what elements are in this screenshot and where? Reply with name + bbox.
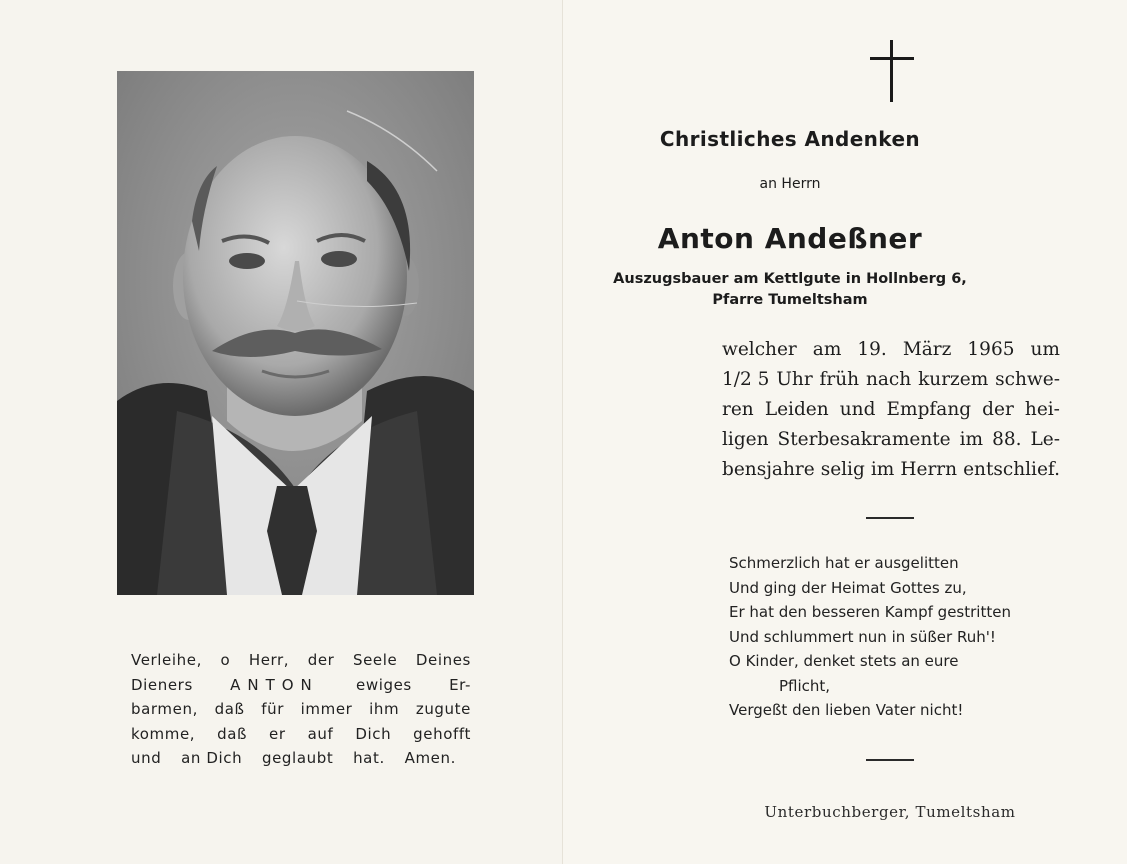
left-panel: [0, 0, 563, 864]
deceased-name: Anton Andeßner: [657, 222, 923, 255]
notice-word: 88.: [992, 429, 1022, 450]
notice-word: welcher: [722, 339, 797, 360]
notice-word: 19.: [857, 339, 887, 360]
prayer-word: hat.: [353, 749, 385, 767]
poem-line: Pflicht,: [779, 676, 831, 695]
notice-word: und: [839, 399, 876, 420]
occupation-line-1: Auszugsbauer am Kettlgute in Hollnberg 6,: [613, 271, 967, 287]
printer-credit: Unterbuchberger, Tumeltsham: [764, 803, 1016, 821]
deceased-first-name: ANTON: [230, 675, 319, 694]
prayer-word: ewiges: [356, 675, 412, 694]
prayer-line-1: [131, 648, 471, 673]
notice-word: um: [1030, 339, 1060, 360]
prayer-word: barmen,: [131, 700, 198, 718]
notice-word: im: [959, 429, 984, 450]
notice-line-4: [722, 425, 1060, 455]
notice-word: früh: [819, 369, 860, 390]
notice-word: ligen: [722, 429, 769, 450]
prayer-word: geglaubt: [261, 749, 334, 767]
portrait-photo: [117, 71, 474, 595]
notice-word: entschlief.: [963, 459, 1060, 480]
notice-word: 1965: [967, 339, 1015, 360]
poem-line: O Kinder, denket stets an eure: [729, 652, 959, 670]
card-title: Christliches Andenken: [659, 127, 921, 151]
prayer-word: Deines: [415, 651, 471, 669]
prayer-word: für: [261, 700, 284, 718]
notice-word: bensjahre: [722, 459, 815, 480]
notice-word: Leiden: [764, 399, 829, 420]
prayer-word: Seele: [352, 651, 398, 669]
prayer-word: der: [307, 651, 335, 669]
notice-word: schwe-: [995, 369, 1060, 390]
divider-rule: [866, 759, 914, 761]
notice-word: ren: [722, 399, 754, 420]
prayer-word: immer: [300, 700, 353, 718]
prayer-word: und: [131, 749, 162, 767]
prayer-word: gehofft: [413, 724, 471, 743]
notice-word: März: [902, 339, 952, 360]
notice-line-2: [722, 365, 1060, 395]
prayer-word: daß: [217, 724, 248, 743]
notice-word: kurzem: [918, 369, 989, 390]
notice-line-1: [722, 335, 1060, 365]
prayer-line-2: [131, 673, 471, 698]
prayer-word: Dich: [355, 724, 392, 743]
poem: [729, 551, 1069, 723]
prayer-word: Er-: [449, 675, 471, 694]
prayer-word: ihm: [369, 700, 400, 718]
prayer-line-5: [131, 746, 456, 771]
notice-word: selig: [820, 459, 865, 480]
notice-word: hei-: [1024, 399, 1060, 420]
prayer-word: daß: [214, 700, 245, 718]
notice-word: Uhr: [776, 369, 813, 390]
prayer-word: er: [269, 724, 286, 743]
cross-icon: [868, 40, 916, 102]
notice-word: Sterbesakramente: [777, 429, 951, 450]
prayer-word: an Dich: [181, 749, 243, 767]
notice-word: Herrn: [900, 459, 958, 480]
death-notice: [722, 335, 1060, 485]
occupation-line-2: Pfarre Tumeltsham: [712, 292, 868, 308]
notice-word: am: [812, 339, 842, 360]
poem-line: Und schlummert nun in süßer Ruh'!: [729, 627, 996, 646]
prayer-word: Amen.: [404, 749, 456, 767]
notice-word: Le-: [1030, 429, 1060, 450]
poem-line: Schmerzlich hat er ausgelitten: [729, 554, 959, 572]
divider-rule: [866, 517, 914, 519]
honorific: an Herrn: [759, 176, 821, 192]
prayer-line-4: [131, 722, 471, 747]
prayer-line-3: [131, 697, 471, 722]
notice-word: Empfang: [886, 399, 972, 420]
poem-line: Vergeßt den lieben Vater nicht!: [729, 701, 964, 719]
prayer-word: zugute: [415, 700, 471, 718]
prayer-word: auf: [307, 724, 334, 743]
notice-time: 1/2 5: [722, 369, 770, 390]
notice-line-5: [722, 455, 1060, 485]
prayer-word: komme,: [131, 724, 196, 743]
portrait-illustration: [117, 71, 474, 595]
prayer-word: Verleihe,: [131, 651, 202, 669]
occupation: [600, 269, 980, 311]
notice-word: der: [982, 399, 1014, 420]
notice-line-3: [722, 395, 1060, 425]
notice-word: nach: [865, 369, 912, 390]
notice-word: im: [870, 459, 895, 480]
prayer-text: [131, 648, 471, 771]
poem-line: Er hat den besseren Kampf gestritten: [729, 603, 1011, 621]
prayer-word: Herr,: [248, 651, 290, 669]
prayer-word: o: [220, 651, 231, 669]
prayer-word: Dieners: [131, 675, 193, 694]
poem-line: Und ging der Heimat Gottes zu,: [729, 578, 967, 597]
